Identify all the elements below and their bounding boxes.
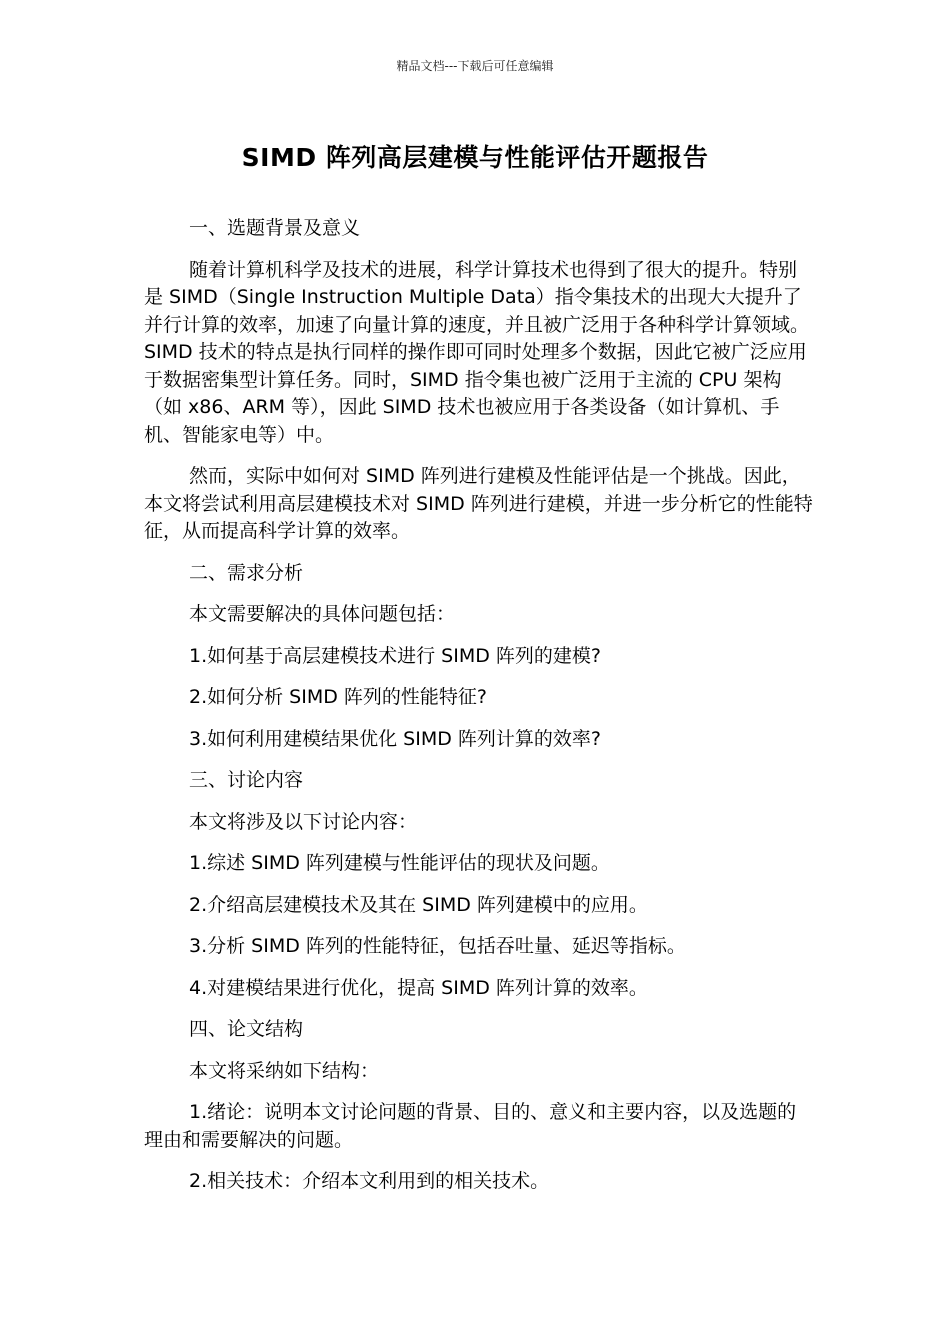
list-item: 2.介绍高层建模技术及其在 SIMD 阵列建模中的应用。 [189,893,648,916]
section-heading-4: 四、论文结构 [189,1018,304,1040]
list-item: 2.如何分析 SIMD 阵列的性能特征? [189,686,487,708]
paragraph-problems-intro: 本文需要解决的具体问题包括： [189,603,456,625]
list-item: 3.如何利用建模结果优化 SIMD 阵列计算的效率? [189,727,601,750]
list-item: 1.绪论：说明本文讨论问题的背景、目的、意义和主要内容，以及选题的理由和需要解决的问题。 [144,1101,797,1151]
list-item: 1.综述 SIMD 阵列建模与性能评估的现状及问题。 [189,852,610,874]
document-body [144,215,814,1210]
paragraph-challenge: 然而，实际中如何对 SIMD 阵列进行建模及性能评估是一个挑战。因此，本文将尝试利用高层建模技术对 SIMD 阵列进行建模，并进一步分析它的性能特征，从而提高科学计算的效率。 [144,465,813,542]
list-item: 4.对建模结果进行优化，提高 SIMD 阵列计算的效率。 [189,976,648,999]
header-note: 精品文档---下载后可任意编辑 [396,59,554,73]
section-heading-1: 一、选题背景及意义 [189,217,361,239]
paragraph-discussion-intro: 本文将涉及以下讨论内容： [189,810,418,833]
list-item: 1.如何基于高层建模技术进行 SIMD 阵列的建模? [189,644,601,667]
list-item: 3.分析 SIMD 阵列的性能特征，包括吞吐量、延迟等指标。 [189,935,686,957]
section-heading-2: 二、需求分析 [189,561,304,584]
paragraph-background: 随着计算机科学及技术的进展，科学计算技术也得到了很大的提升。特别是 SIMD（Single Instruction Multiple Data）指令集技术的出现大大提升了并行计算的效率，加速了向量计算的速度，并且被广泛用于各种科学计算领域。SIMD 技术的特点是执行同样的操作即可同时处理多个数据，因此它被广泛应用于数据密集型计算任务。同时，SIMD 指令集也被广泛用于主流的 CPU 架构（如 x86、ARM 等），因此 SIMD 技术也被应用于各类设备（如计算机、手机、智能家电等）中。 [144,258,810,446]
list-item: 2.相关技术：介绍本文利用到的相关技术。 [189,1170,550,1192]
document-title: SIMD 阵列高层建模与性能评估开题报告 [241,143,709,172]
paragraph-structure-intro: 本文将采纳如下结构： [189,1059,380,1082]
section-heading-3: 三、讨论内容 [189,769,304,791]
